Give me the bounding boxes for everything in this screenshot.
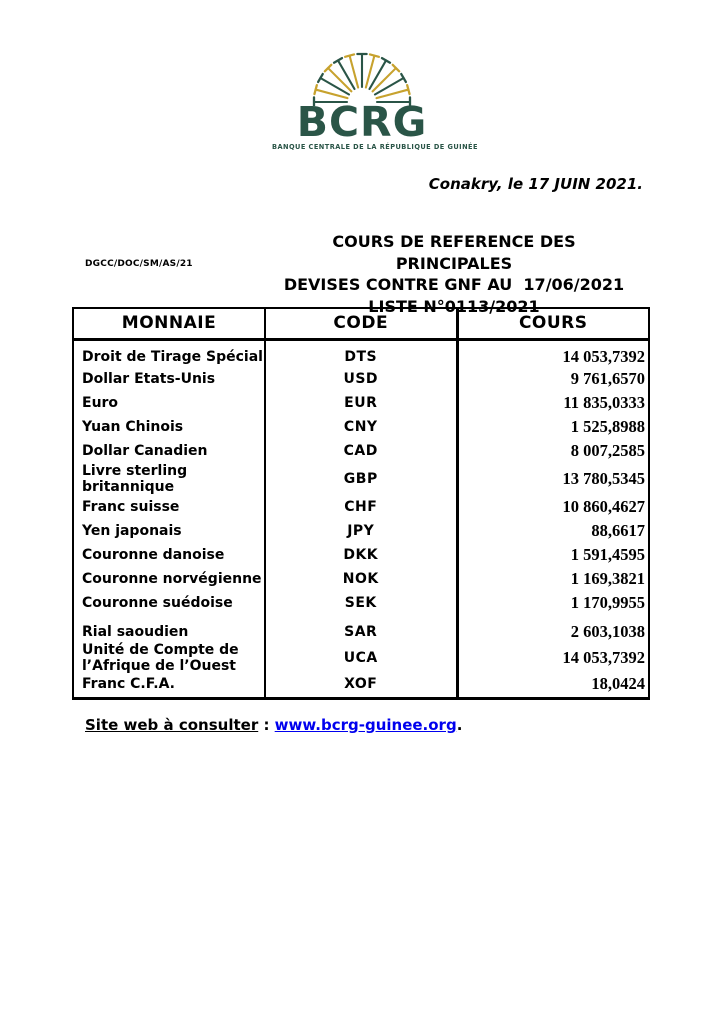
table-row bbox=[73, 391, 649, 415]
currency-rate-cell: 1 525,8988 bbox=[457, 415, 649, 439]
currency-code-cell: EUR bbox=[265, 391, 457, 415]
currency-name-cell: Livre sterling britannique bbox=[73, 463, 265, 495]
currency-name-cell: Euro bbox=[73, 391, 265, 415]
table-row bbox=[73, 339, 649, 367]
table-row bbox=[73, 615, 649, 642]
currency-rate-cell: 11 835,0333 bbox=[457, 391, 649, 415]
currency-rate-cell: 9 761,6570 bbox=[457, 367, 649, 391]
footer bbox=[85, 716, 462, 734]
currency-name-cell: Yen japonais bbox=[73, 519, 265, 543]
logo-rays-icon bbox=[295, 44, 429, 106]
rates-table bbox=[72, 307, 650, 700]
reference-code: DGCC/DOC/SM/AS/21 bbox=[85, 259, 193, 269]
currency-rate-cell: 14 053,7392 bbox=[457, 339, 649, 367]
currency-name-cell: Couronne suédoise bbox=[73, 591, 265, 615]
currency-name-cell: Franc suisse bbox=[73, 495, 265, 519]
currency-rate-cell: 14 053,7392 bbox=[457, 642, 649, 674]
currency-rate-cell: 2 603,1038 bbox=[457, 615, 649, 642]
currency-name-cell: Dollar Canadien bbox=[73, 439, 265, 463]
currency-code-cell: NOK bbox=[265, 567, 457, 591]
currency-name-cell: Yuan Chinois bbox=[73, 415, 265, 439]
table-row bbox=[73, 415, 649, 439]
currency-code-cell: DTS bbox=[265, 339, 457, 367]
title-line-2: DEVISES CONTRE GNF AU 17/06/2021 bbox=[283, 275, 625, 294]
table-row bbox=[73, 674, 649, 699]
currency-code-cell: CNY bbox=[265, 415, 457, 439]
currency-code-cell: SEK bbox=[265, 591, 457, 615]
currency-name-cell: Unité de Compte de l’Afrique de l’Ouest bbox=[73, 642, 265, 674]
currency-code-cell: CHF bbox=[265, 495, 457, 519]
table-header-row bbox=[73, 308, 649, 339]
table-row bbox=[73, 642, 649, 674]
currency-code-cell: JPY bbox=[265, 519, 457, 543]
currency-name-cell: Droit de Tirage Spécial bbox=[73, 339, 265, 367]
title-line-3: LISTE N°0113/2021 bbox=[368, 296, 540, 316]
currency-name-cell: Rial saoudien bbox=[73, 615, 265, 642]
currency-code-cell: UCA bbox=[265, 642, 457, 674]
currency-code-cell: SAR bbox=[265, 615, 457, 642]
website-link[interactable]: www.bcrg-guinee.org bbox=[274, 716, 457, 734]
col-header-cours: COURS bbox=[457, 308, 649, 339]
currency-rate-cell: 10 860,4627 bbox=[457, 495, 649, 519]
currency-rate-cell: 88,6617 bbox=[457, 519, 649, 543]
footer-suffix: . bbox=[456, 716, 463, 734]
currency-rate-cell: 13 780,5345 bbox=[457, 463, 649, 495]
table-row bbox=[73, 567, 649, 591]
table-row bbox=[73, 439, 649, 463]
logo-tagline: BANQUE CENTRALE DE LA RÉPUBLIQUE DE GUINÉE bbox=[272, 143, 478, 151]
table-row bbox=[73, 495, 649, 519]
currency-code-cell: USD bbox=[265, 367, 457, 391]
currency-code-cell: GBP bbox=[265, 463, 457, 495]
dateline: Conakry, le 17 JUIN 2021. bbox=[428, 175, 643, 193]
col-header-code: CODE bbox=[265, 308, 457, 339]
document-title bbox=[272, 231, 636, 317]
bcrg-logo bbox=[272, 44, 478, 151]
currency-rate-cell: 1 170,9955 bbox=[457, 591, 649, 615]
currency-rate-cell: 1 591,4595 bbox=[457, 543, 649, 567]
rates-table-body bbox=[73, 339, 649, 698]
logo-acronym: BCRG bbox=[296, 98, 428, 146]
currency-code-cell: XOF bbox=[265, 674, 457, 699]
table-row bbox=[73, 591, 649, 615]
col-header-monnaie: MONNAIE bbox=[73, 308, 265, 339]
footer-separator: : bbox=[258, 716, 275, 734]
currency-name-cell: Franc C.F.A. bbox=[73, 674, 265, 699]
currency-rate-cell: 18,0424 bbox=[457, 674, 649, 699]
title-line-1: COURS DE REFERENCE DES PRINCIPALES bbox=[332, 232, 582, 273]
table-row bbox=[73, 367, 649, 391]
currency-rate-cell: 1 169,3821 bbox=[457, 567, 649, 591]
currency-code-cell: DKK bbox=[265, 543, 457, 567]
currency-name-cell: Dollar Etats-Unis bbox=[73, 367, 265, 391]
currency-name-cell: Couronne danoise bbox=[73, 543, 265, 567]
currency-code-cell: CAD bbox=[265, 439, 457, 463]
footer-label: Site web à consulter bbox=[85, 716, 259, 734]
currency-name-cell: Couronne norvégienne bbox=[73, 567, 265, 591]
table-row bbox=[73, 543, 649, 567]
table-row bbox=[73, 519, 649, 543]
table-row bbox=[73, 463, 649, 495]
currency-rate-cell: 8 007,2585 bbox=[457, 439, 649, 463]
